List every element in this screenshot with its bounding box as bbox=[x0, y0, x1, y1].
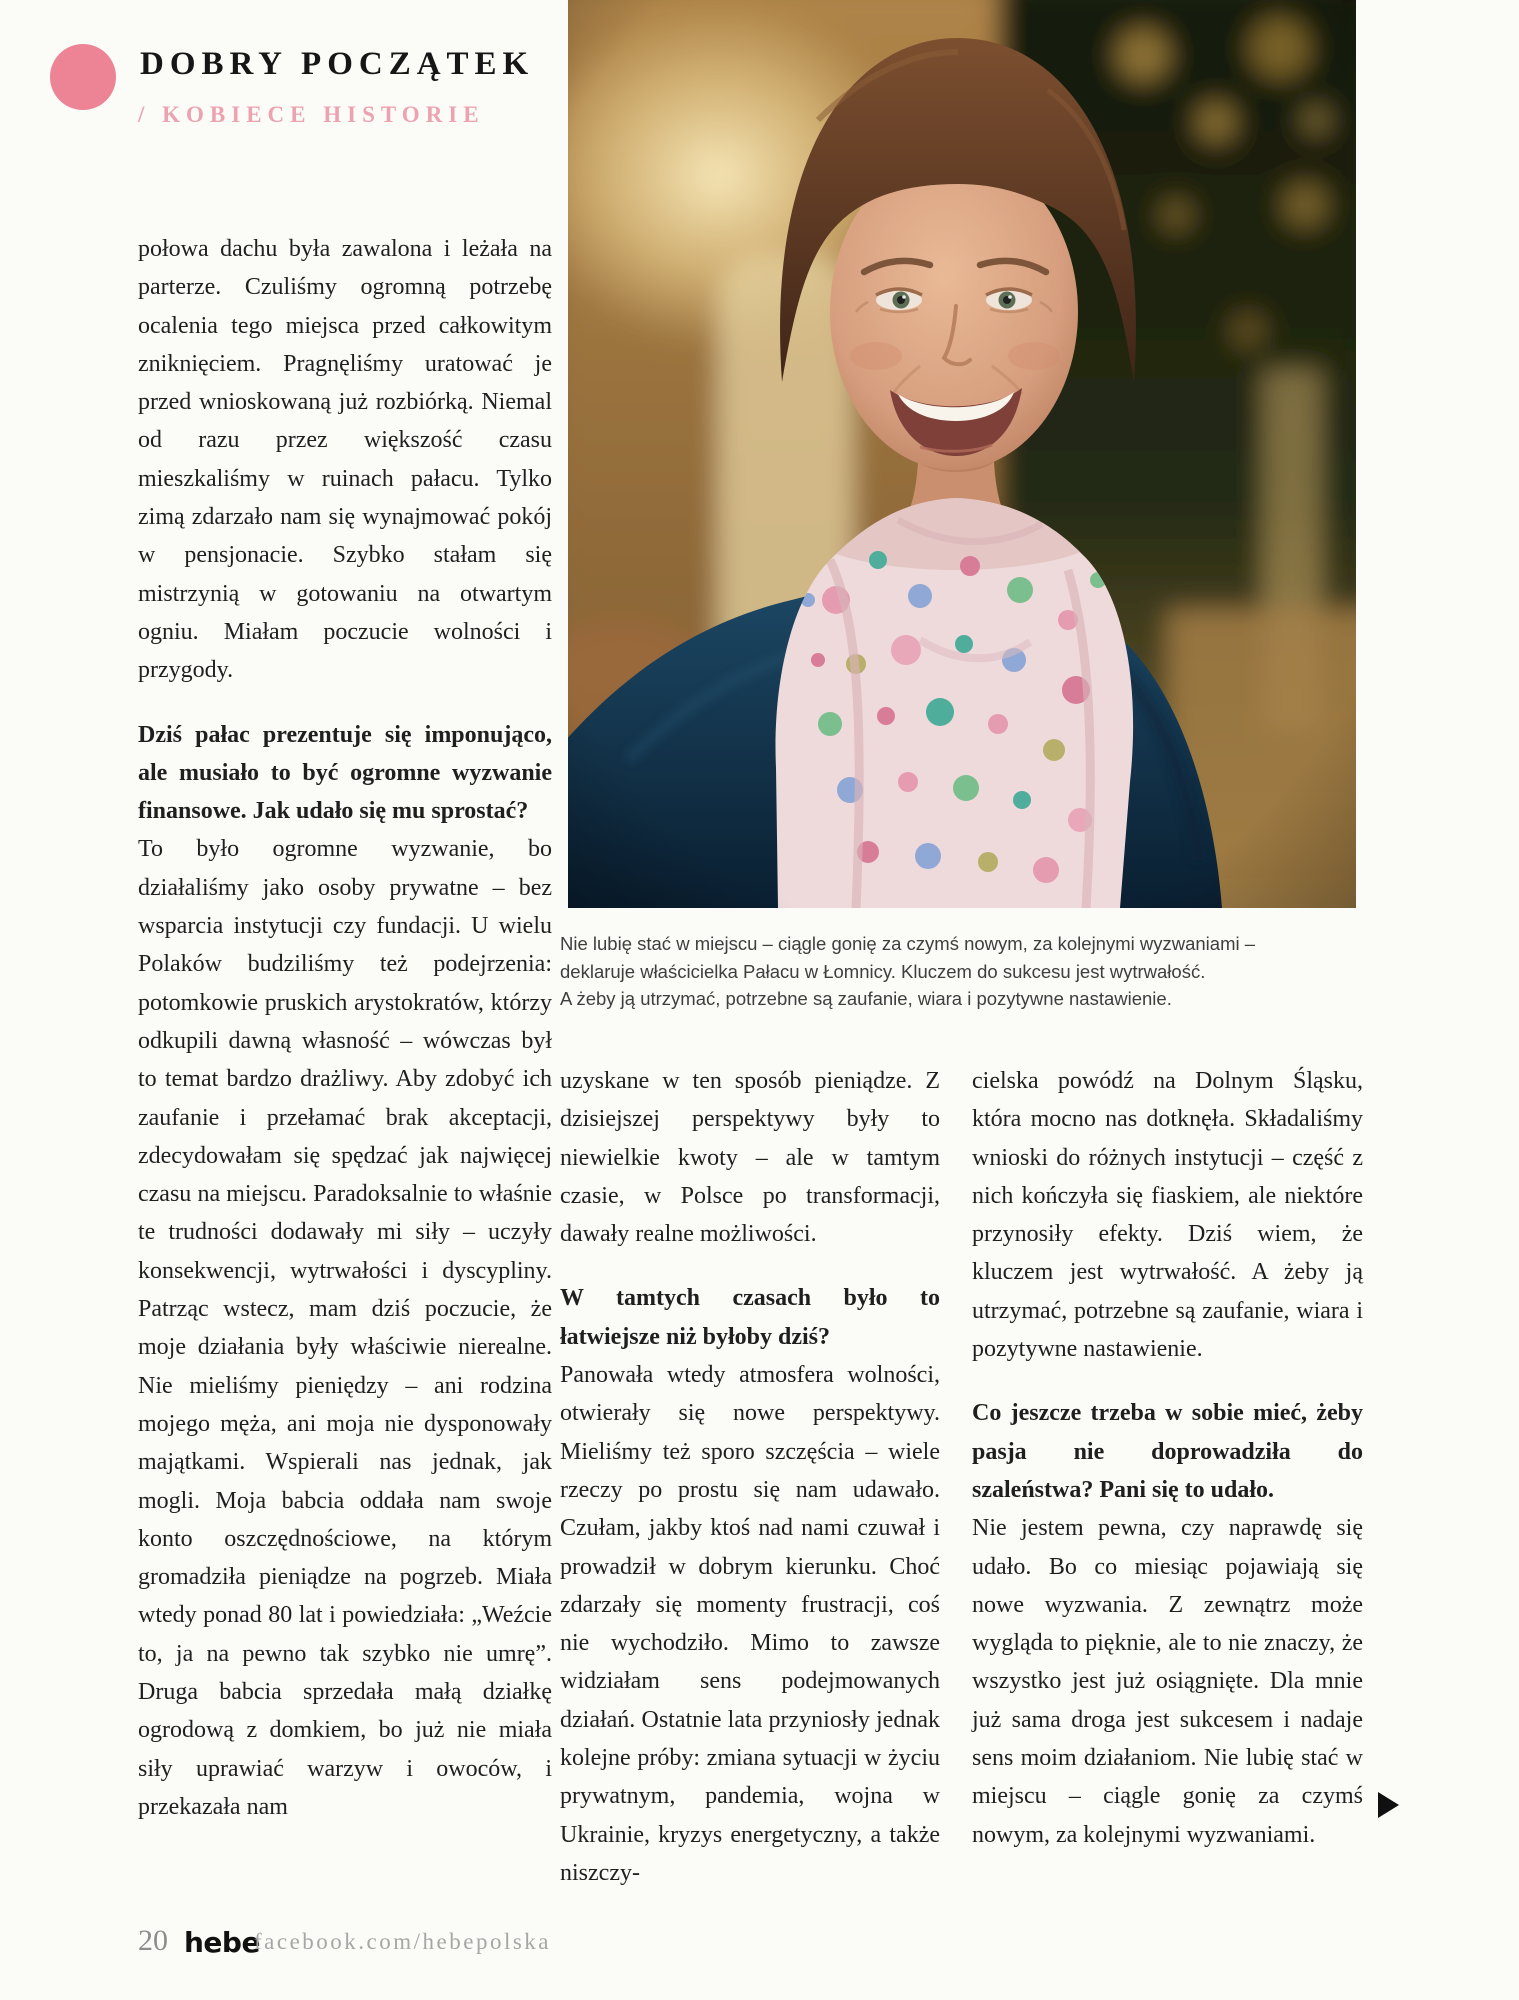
article-column-left bbox=[138, 230, 552, 1826]
interview-answer: Panowała wtedy atmosfera wolności, otwierały się nowe perspektywy. Mieliśmy też sporo szczęścia – wiele rzeczy po prostu się nam udawało. Czułam, jakby ktoś nad nami czuwał i prowadził w dobrym kierunku. Choć zdarzały się momenty frustracji, coś nie wychodziło. Mimo to zawsze widziałam sens podejmowanych działań. Ostatnie lata przyniosły jednak kolejne próby: zmiana sytuacji w życiu prywatnym, pandemia, wojna w Ukrainie, kryzys energetyczny, a także niszczy- bbox=[560, 1362, 940, 1886]
page-number: 20 bbox=[138, 1924, 168, 1957]
section-bullet-dot bbox=[50, 44, 116, 110]
paragraph: uzyskane w ten sposób pieniądze. Z dzisiejszej perspektywy były to niewielkie kwoty – ale w tamtym czasie, w Polsce po transformacji, dawały realne możliwości. bbox=[560, 1068, 940, 1248]
section-subtitle: / KOBIECE HISTORIE bbox=[138, 102, 485, 127]
paragraph: cielska powódź na Dolnym Śląsku, która mocno nas dotknęła. Składaliśmy wnioski do różnych instytucji – część z nich kończyła się fiaskiem, ale niektóre przynosiły efekty. Dziś wiem, że kluczem jest wytrwałość. A żeby ją utrzymać, potrzebne są zaufanie, wiara i pozytywne nastawienie. bbox=[972, 1068, 1363, 1363]
photo-caption bbox=[560, 930, 1320, 1013]
photo-caption-line: A żeby ją utrzymać, potrzebne są zaufanie, wiara i pozytywne nastawienie. bbox=[560, 988, 1172, 1009]
article-column-middle bbox=[560, 1062, 940, 1892]
interview-answer: Nie jestem pewna, czy naprawdę się udało. Bo co miesiąc pojawiają się nowe wyzwania. Z zewnątrz może wygląda to pięknie, ale to nie znaczy, że wszystko jest już osiągnięte. Dla mnie już sama droga jest sukcesem i nadaje sens moim działaniom. Nie lubię stać w miejscu – ciągle gonię za czymś nowym, za kolejnymi wyzwaniami. bbox=[972, 1515, 1363, 1848]
interview-question: Co jeszcze trzeba w sobie mieć, żeby pasja nie doprowadziła do szaleństwa? Pani się to udało. bbox=[972, 1400, 1363, 1503]
hebe-logo: hebe bbox=[184, 1926, 260, 1959]
photo-caption-line: deklaruje właścicielka Pałacu w Łomnicy. Kluczem do sukcesu jest wytrwałość. bbox=[560, 960, 1206, 982]
interview-question: Dziś pałac prezentuje się imponująco, ale musiało to być ogromne wyzwanie finansowe. Jak udało się mu sprostać? bbox=[138, 721, 552, 825]
paragraph: połowa dachu była zawalona i leżała na parterze. Czuliśmy ogromną potrzebę ocalenia tego miejsca przed całkowitym zniknięciem. Pragnęliśmy uratować je przed wnioskowaną już rozbiórką. Niemal od razu przez większość czasu mieszkaliśmy w ruinach pałacu. Tylko zimą zdarzało nam się wynajmować pokój w pensjonacie. Szybko stałam się mistrzynią w gotowaniu na otwartym ogniu. Miałam poczucie wolności i przygody. bbox=[138, 236, 552, 684]
portrait-photo-art bbox=[568, 0, 1356, 908]
section-title: DOBRY POCZĄTEK bbox=[140, 46, 535, 82]
footer-facebook-url: facebook.com/hebepolska bbox=[254, 1929, 551, 1954]
interview-question: W tamtych czasach było to łatwiejsze niż byłoby dziś? bbox=[560, 1285, 940, 1350]
photo-caption-line: Nie lubię stać w miejscu – ciągle gonię za czymś nowym, za kolejnymi wyzwaniami – bbox=[560, 933, 1256, 954]
article-continues-arrow-icon bbox=[1378, 1792, 1399, 1818]
portrait-photo bbox=[568, 0, 1356, 908]
interview-answer: To było ogromne wyzwanie, bo działaliśmy jako osoby prywatne – bez wsparcia instytucji czy fundacji. U wielu Polaków budziliśmy też podejrzenia: potomkowie pruskich arystokratów, którzy odkupili dawną własność – wówczas był to temat bardzo drażliwy. Aby zdobyć ich zaufanie i przełamać brak akceptacji, zdecydowałam się spędzać jak najwięcej czasu na miejscu. Paradoksalnie to właśnie te trudności dodawały mi siły – uczyły konsekwencji, wytrwałości i dyscypliny. Patrząc wstecz, mam dziś poczucie, że moje działania były właściwie nierealne. Nie mieliśmy pieniędzy – ani rodzina mojego męża, ani moja nie dysponowały majątkami. Wspierali nas jednak, jak mogli. Moja babcia oddała nam swoje konto oszczędnościowe, na którym gromadziła pieniądze na pogrzeb. Miała wtedy ponad 80 lat i powiedziała: „Weźcie to, ja na pewno tak szybko nie umrę”. Druga babcia sprzedała małą działkę ogrodową z domkiem, bo już nie miała siły uprawiać warzyw i owoców, i przekazała nam bbox=[138, 836, 552, 1820]
article-column-right bbox=[972, 1062, 1363, 1854]
